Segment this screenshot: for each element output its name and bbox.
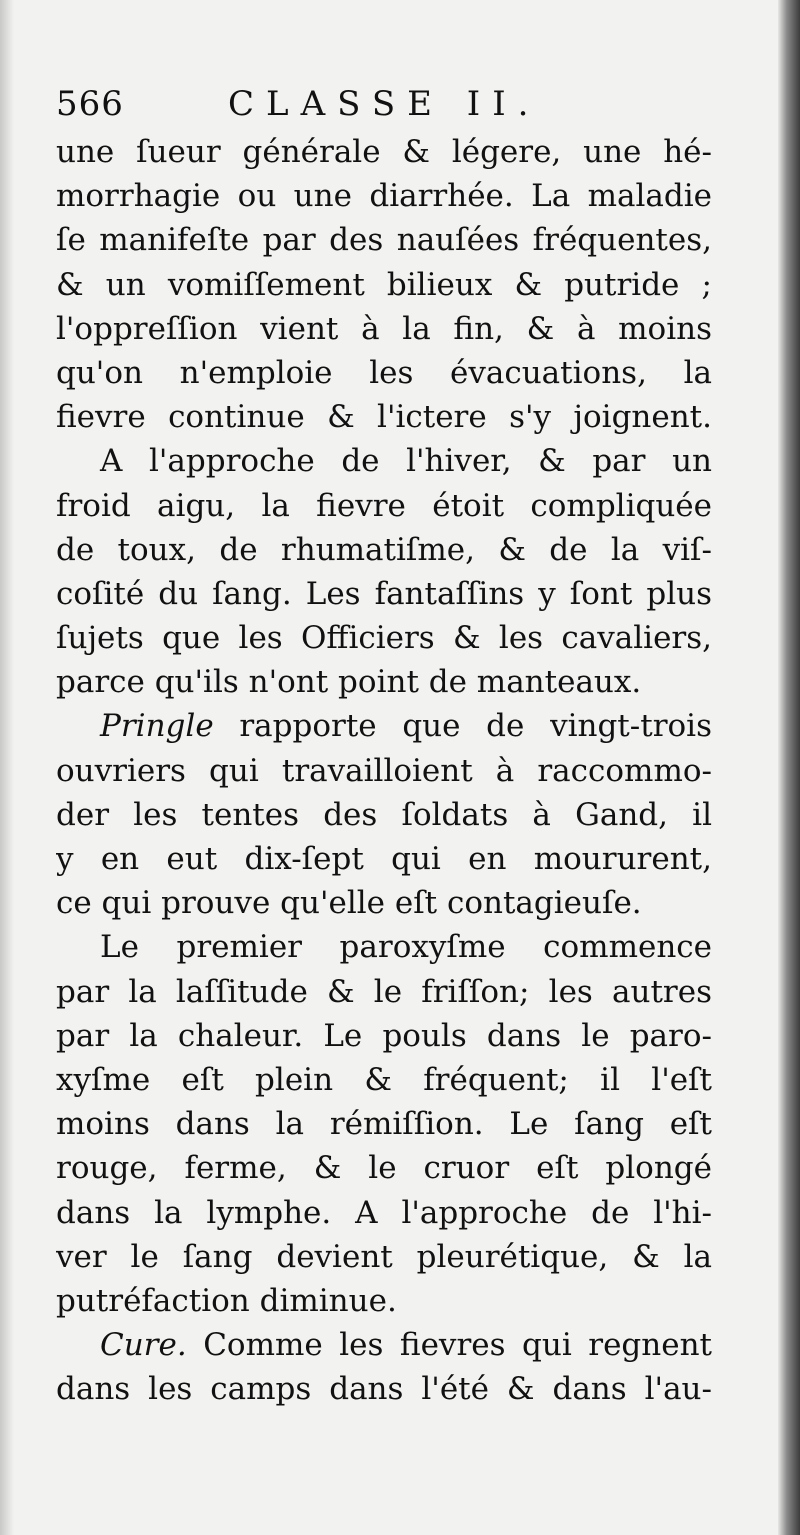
text-line: l'oppreſſion vient à la fin, & à moins — [56, 310, 712, 347]
binding-edge — [778, 0, 800, 1535]
text-line: rouge, ferme, & le cruor eſt plongé — [56, 1150, 712, 1187]
text-line: parce qu'ils n'ont point de manteaux. — [56, 664, 642, 701]
text-line: ce qui prouve qu'elle eſt contagieuſe. — [56, 885, 642, 922]
page-number: 566 — [56, 84, 124, 124]
text-line: par la laſſitude & le friſſon; les autres — [56, 973, 712, 1010]
text-line: une ſueur générale & légere, une hé- — [56, 134, 712, 170]
text-line: xyſme eſt plein & fréquent; il l'eſt — [56, 1061, 712, 1098]
paragraph-start-line: A l'approche de l'hiver, & par un — [100, 443, 712, 480]
author-name: Pringle — [100, 708, 214, 745]
text-line: par la chaleur. Le pouls dans le paro- — [56, 1017, 712, 1054]
text-line: ouvriers qui travailloient à raccommo- — [56, 752, 712, 789]
text-line: coſité du ſang. Les fantaſſins y ſont plus — [56, 575, 712, 612]
paragraph-start-line: Cure. Comme les fievres qui regnent — [100, 1327, 712, 1364]
text-line: ſujets que les Officiers & les cavaliers, — [56, 620, 712, 657]
text-line: de toux, de rhumatiſme, & de la viſ- — [56, 531, 712, 568]
page-header — [56, 74, 736, 134]
text-line: qu'on n'emploie les évacuations, la — [56, 354, 712, 391]
paragraph-start-line: Pringle rapporte que de vingt-trois — [100, 708, 712, 745]
body-text — [56, 130, 712, 1411]
text-line: dans les camps dans l'été & dans l'au- — [56, 1371, 712, 1408]
text-line: ſe manifeſte par des nauſées fréquentes, — [56, 222, 712, 259]
text-line: y en eut dix-ſept qui en moururent, — [56, 841, 712, 877]
text-line: dans la lymphe. A l'approche de l'hi- — [56, 1194, 712, 1231]
page-left-shadow — [0, 0, 14, 1535]
text-line: putréfaction diminue. — [56, 1282, 397, 1319]
text-line: fievre continue & l'ictere s'y joignent. — [56, 399, 712, 436]
paragraph-start-line: Le premier paroxyſme commence — [100, 929, 712, 966]
text-line: ver le ſang devient pleurétique, & la — [56, 1238, 712, 1275]
section-label: Cure. — [100, 1327, 187, 1364]
running-head: CLASSE II. — [228, 84, 541, 124]
text-line: & un vomiſſement bilieux & putride ; — [56, 266, 712, 303]
text-line: morrhagie ou une diarrhée. La maladie — [56, 178, 712, 215]
text-line: der les tentes des ſoldats à Gand, il — [56, 796, 712, 833]
text-line: moins dans la rémiſſion. Le ſang eſt — [56, 1106, 712, 1143]
text-line: froid aigu, la fievre étoit compliquée — [56, 487, 712, 524]
